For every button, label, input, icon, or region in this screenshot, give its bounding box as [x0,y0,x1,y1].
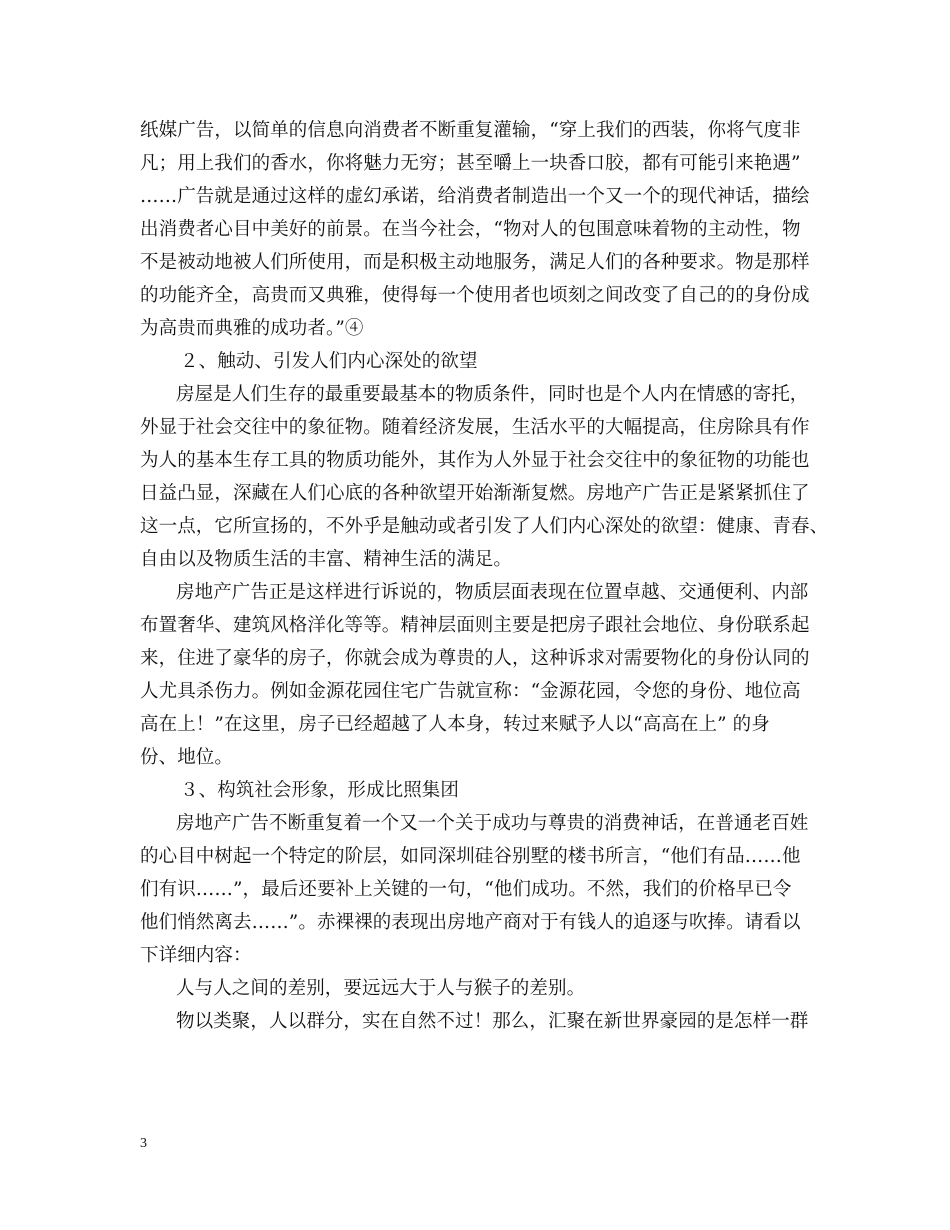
page-number: 3 [140,1136,147,1151]
section-heading-2: ２、触动、引发人们内心深处的欲望 [180,351,478,372]
text-line: 凡；用上我们的香水，你将魅力无穷；甚至嚼上一块香口胶，都有可能引来艳遇” [140,153,801,174]
paragraph-start: 房地产广告正是这样进行诉说的，物质层面表现在位置卓越、交通便利、内部 [176,582,809,603]
paragraph-start: 房屋是人们生存的最重要最基本的物质条件，同时也是个人内在情感的寄托， [176,384,809,405]
text-line: 的功能齐全，高贵而又典雅，使得每一个使用者也顷刻之间改变了自己的的身份成 [140,285,810,306]
text-line: 份、地位。 [140,747,234,768]
text-line: 的心目中树起一个特定的阶层，如同深圳硅谷别墅的楼书所言，“他们有品……他 [140,846,801,867]
text-line: 为高贵而典雅的成功者。”④ [140,318,364,339]
text-line: 出消费者心目中美好的前景。在当今社会，“物对人的包围意味着物的主动性，物 [140,219,801,240]
body-text [140,114,828,1038]
section-heading-3: ３、构筑社会形象，形成比照集团 [180,780,460,801]
paragraph-start: 物以类聚，人以群分，实在自然不过！那么，汇聚在新世界豪园的是怎样一群 [176,1011,809,1032]
text-line: 布置奢华、建筑风格洋化等等。精神层面则主要是把房子跟社会地位、身份联系起 [140,615,810,636]
text-line: 日益凸显，深藏在人们心底的各种欲望开始渐渐复燃。房地产广告正是紧紧抓住了 [140,483,810,504]
text-line: 来，住进了豪华的房子，你就会成为尊贵的人，这种诉求对需要物化的身份认同的 [140,648,810,669]
text-line: 自由以及物质生活的丰富、精神生活的满足。 [140,549,513,570]
paragraph-start: 人与人之间的差别，要远远大于人与猴子的差别。 [176,978,586,999]
text-line: 人尤具杀伤力。例如金源花园住宅广告就宣称：“金源花园，令您的身份、地位高 [140,681,801,702]
text-line: 为人的基本生存工具的物质功能外，其作为人外显于社会交往中的象征物的功能也 [140,450,810,471]
paragraph-start: 房地产广告不断重复着一个又一个关于成功与尊贵的消费神话，在普通老百姓 [176,813,809,834]
text-line: 下详细内容： [140,945,252,966]
text-line: 这一点，它所宣扬的，不外乎是触动或者引发了人们内心深处的欲望：健康、青春、 [140,516,829,537]
text-line: ……广告就是通过这样的虚幻承诺，给消费者制造出一个又一个的现代神话，描绘 [140,186,810,207]
text-line: 高在上！”在这里，房子已经超越了人本身，转过来赋予人以“高高在上” 的身 [140,714,770,735]
text-line: 不是被动地被人们所使用，而是积极主动地服务，满足人们的各种要求。物是那样 [140,252,810,273]
text-line: 纸媒广告，以简单的信息向消费者不断重复灌输，“穿上我们的西装，你将气度非 [140,120,801,141]
text-line: 他们悄然离去……”。赤裸裸的表现出房地产商对于有钱人的追逐与吹捧。请看以 [140,912,801,933]
text-line: 外显于社会交往中的象征物。随着经济发展，生活水平的大幅提高，住房除具有作 [140,417,810,438]
text-line: 们有识……”，最后还要补上关键的一句，“他们成功。不然，我们的价格早已令 [140,879,792,900]
